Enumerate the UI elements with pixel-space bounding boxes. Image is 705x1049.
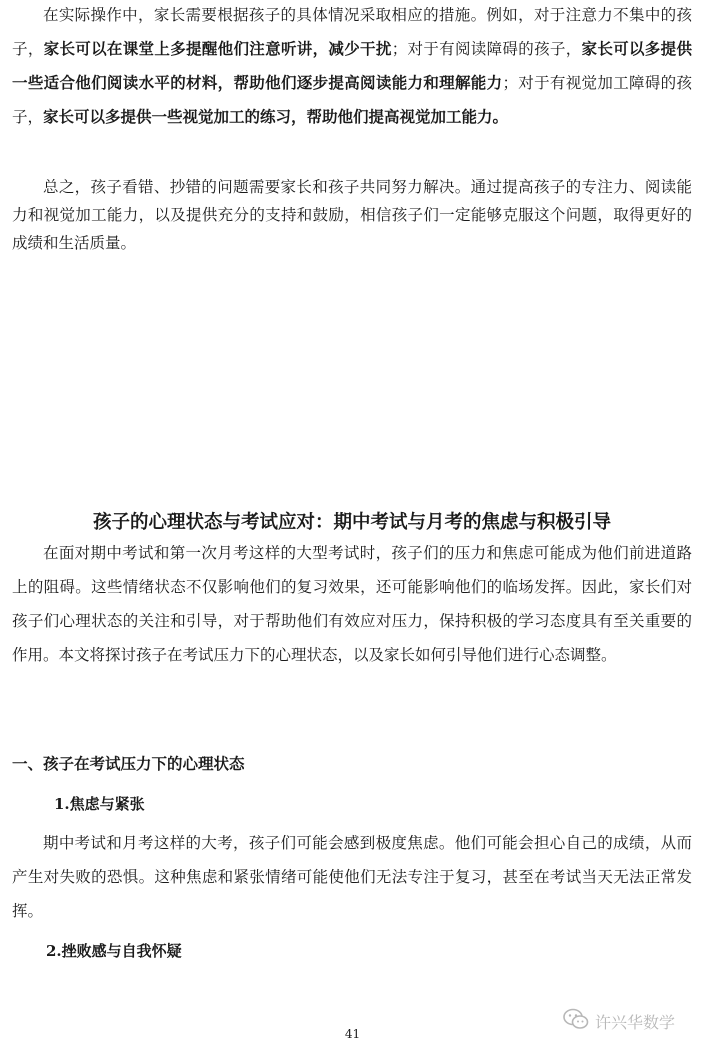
subsection-heading: 2.挫败感与自我怀疑 [46,942,182,960]
paragraph-anxiety: 期中考试和月考这样的大考，孩子们可能会感到极度焦虑。他们可能会担心自己的成绩，从而产生对失败的恐惧。这种焦虑和紧张情绪可能使他们无法专注于复习，甚至在考试当天无法正常发挥。 [12,834,692,920]
article-title: 孩子的心理状态与考试应对：期中考试与月考的焦虑与积极引导 [92,512,611,533]
text-run: ；对于有阅读障碍的孩子， [391,40,582,58]
bold-text-run: 家长可以多提供一些适合他们阅读水平的材料，帮助他们逐步提高阅读能力和理解能力 [12,40,692,92]
section-heading: 一、孩子在考试压力下的心理状态 [12,755,245,773]
watermark-text: 许兴华数学 [595,1012,676,1032]
text-run: ；对于有视觉加工障碍的孩子， [12,74,692,126]
subsection-heading: 1.焦虑与紧张 [54,795,145,813]
paragraph-intro: 在面对期中考试和第一次月考这样的大型考试时，孩子们的压力和焦虑可能成为他们前进道路上的阻碍。这些情绪状态不仅影响他们的复习效果，还可能影响他们的临场发挥。因此，家长们对孩子们心理状态的关注和引导，对于帮助他们有效应对压力，保持积极的学习态度具有至关重要的作用。本文将探讨孩子在考试压力下的心理状态，以及家长如何引导他们进行心态调整。 [12,544,692,664]
page-number: 41 [344,1027,361,1041]
bold-text-run: 家长可以在课堂上多提醒他们注意听讲，减少干扰 [43,40,392,58]
bold-text-run: 家长可以多提供一些视觉加工的练习，帮助他们提高视觉加工能力。 [43,108,509,126]
text-run: 在实际操作中，家长需要根据孩子的具体情况采取相应的措施。例如，对于注意力不集中的孩子， [12,6,692,58]
paragraph-practical-measures [12,0,692,134]
paragraph-summary: 总之，孩子看错、抄错的问题需要家长和孩子共同努力解决。通过提高孩子的专注力、阅读能力和视觉加工能力，以及提供充分的支持和鼓励，相信孩子们一定能够克服这个问题，取得更好的成绩和生活质量。 [12,178,692,252]
